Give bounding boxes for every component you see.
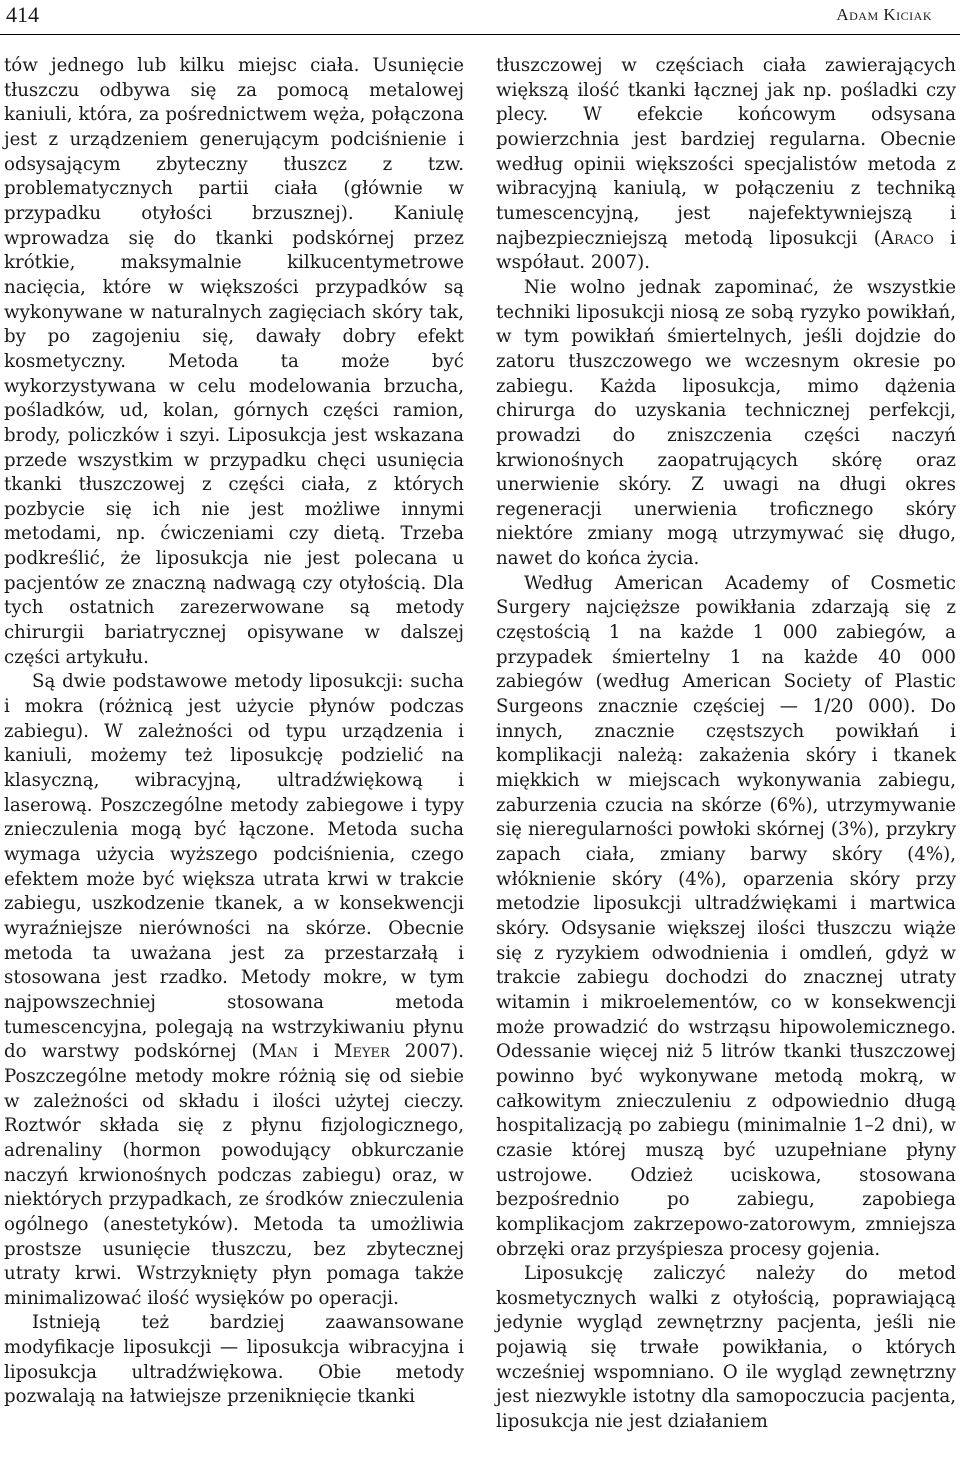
running-head-author: Adam Kiciak xyxy=(836,5,932,24)
paragraph: Według American Academy of Cosmetic Surgery najcięższe powikłania zdarzają się z częstością 1 na każde 1 000 zabiegów, a przypadek śmiertelny 1 na każde 40 000 zabiegów (według American Society of Plastic Surgeons znacznie częściej — 1/20 000). Do innych, znacznie częstszych powikłań i komplikacji należą: zakażenia skóry i tkanek miękkich w miejscach wykonywania zabiegu, zaburzenia czucia na skórze (6%), utrzymywanie się nieregularności powłoki skórnej (3%), przykry zapach ciała, zmiany barwy skóry (4%), włóknienie skóry (4%), oparzenia skóry przy metodzie liposukcji ultradźwiękami i martwica skóry. Odsysanie większej ilości tłuszczu wiąże się z ryzykiem odwodnienia i omdleń, gdyż w trakcie zabiegu dochodzi do znacznej utraty witamin i mikroelementów, co w konsekwencji może prowadzić do wstrząsu hipowolemicznego. Odessanie więcej niż 5 litrów tkanki tłuszczowej powinno być wykonywane metodą mokrą, w całkowitym znieczuleniu z odpowiednio długą hospitalizacją po zabiegu (minimalnie 1–2 dni), w czasie której muszą być uzupełniane płyny ustrojowe. Odzież uciskowa, stosowana bezpośrednio po zabiegu, zapobiega komplikacjom zakrzepowo-zatorowym, zmniejsza obrzęki oraz przyśpiesza procesy gojenia. xyxy=(496,572,956,1260)
text-run: i współaut. 2007). xyxy=(496,227,956,274)
right-column xyxy=(496,54,956,1435)
paragraph: tów jednego lub kilku miejsc ciała. Usunięcie tłuszczu odbywa się za pomocą metalowej kaniuli, która, za pośrednictwem węża, połączona jest z urządzeniem generującym podciśnienie i odsysającym zbyteczny tłuszcz z tzw. problematycznych partii ciała (głównie w przypadku otyłości brzusznej). Kaniulę wprowadza się do tkanki podskórnej przez krótkie, maksymalnie kilkucentymetrowe nacięcia, które w większości przypadków są wykonywane w naturalnych zagięciach skóry tak, by po zagojeniu się, dawały dobry efekt kosmetyczny. Metoda ta może być wykorzystywana w celu modelowania brzucha, pośladków, ud, kolan, górnych części ramion, brody, policzków i szyi. Liposukcja jest wskazana przede wszystkim w przypadku chęci usunięcia tkanki tłuszczowej z części ciała, z których pozbycie się ich nie jest możliwe innymi metodami, np. ćwiczeniami czy dietą. Trzeba podkreślić, że liposukcja nie jest polecana u pacjentów ze znaczną nadwagą czy otyłością. Dla tych ostatnich zarezerwowane są metody chirurgii bariatrycznej opisywane w dalszej części artykułu. xyxy=(4,55,464,668)
left-column xyxy=(4,54,464,1410)
text-run: i xyxy=(298,1041,334,1063)
citation-author: Meyer xyxy=(333,1041,390,1063)
paragraph: Liposukcję zaliczyć należy do metod kosmetycznych walki z otyłością, poprawiającą jedynie wygląd zewnętrzny pacjenta, jeśli nie pojawią się trwałe powikłania, o których wcześniej wspomniano. O ile wygląd zewnętrzny jest niezwykle istotny dla samopoczucia pacjenta, liposukcja nie jest działaniem xyxy=(496,1263,956,1433)
paragraph: Istnieją też bardziej zaawansowane modyfikacje liposukcji — liposukcja wibracyjna i liposukcja ultradźwiękowa. Obie metody pozwalają na łatwiejsze przeniknięcie tkanki xyxy=(4,1312,464,1408)
paragraph xyxy=(4,670,464,1311)
paragraph xyxy=(496,54,956,276)
text-run: 2007). Poszczególne metody mokre różnią się od siebie w zależności od składu i ilości użytej cieczy. Roztwór składa się z płynu fizjologicznego, adrenaliny (hormon powodujący obkurczanie naczyń krwionośnych podczas zabiegu) oraz, w niektórych przypadkach, ze środków znieczulenia ogólnego (anestetyków). Metoda ta umożliwia prostsze usunięcie tłuszczu, bez zbytecznej utraty krwi. Wstrzyknięty płyn pomaga także minimalizować ilość wysięków po operacji. xyxy=(4,1041,464,1309)
page-header xyxy=(0,0,960,35)
text-run: tłuszczowej w częściach ciała zawierających większą ilość tkanki łącznej jak np. pośladki czy plecy. W efekcie końcowym odsysana powierzchnia jest bardziej regularna. Obecnie według opinii większości specjalistów metoda z wibracyjną kaniulą, w połączeniu z techniką tumescencyjną, jest najefektywniejszą i najbezpieczniejszą metodą liposukcji ( xyxy=(496,55,956,249)
paragraph: Nie wolno jednak zapominać, że wszystkie techniki liposukcji niosą ze sobą ryzyko powikłań, w tym powikłań śmiertelnych, jeśli dojdzie do zatoru tłuszczowego we wczesnym okresie po zabiegu. Każda liposukcja, mimo dążenia chirurga do uzyskania technicznej perfekcji, prowadzi do zniszczenia części naczyń krwionośnych zaopatrujących skórę oraz unerwienie skóry. Z uwagi na długi okres regeneracji unerwienia troficznego skóry niektóre zmiany mogą utrzymywać się długo, nawet do końca życia. xyxy=(496,276,956,570)
citation-author: Man xyxy=(258,1041,299,1063)
citation-author: Araco xyxy=(880,227,934,249)
text-run: Są dwie podstawowe metody liposukcji: sucha i mokra (różnicą jest użycie płynów podczas zabiegu). W zależności od typu urządzenia i kaniuli, możemy też liposukcję podzielić na klasyczną, wibracyjną, ultradźwiękową i laserową. Poszczególne metody zabiegowe i typy znieczulenia mogą być łączone. Metoda sucha wymaga użycia wyższego podciśnienia, czego efektem może być większa utrata krwi w trakcie zabiegu, uszkodzenie tkanek, a w konsekwencji wyraźniejsze nierówności na skórze. Obecnie metoda ta uważana jest za przestarzałą i stosowana jest rzadko. Metody mokre, w tym najpowszechniej stosowana metoda tumescencyjna, polegają na wstrzykiwaniu płynu do warstwy podskórnej ( xyxy=(4,671,464,1063)
page-number: 414 xyxy=(6,2,39,27)
